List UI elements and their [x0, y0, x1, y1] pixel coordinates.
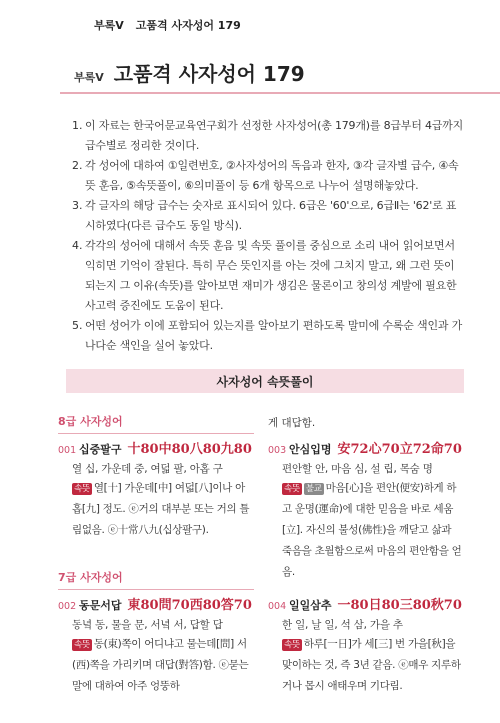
- right-column: [268, 413, 464, 707]
- entry-hanja: 東80問70西80答70: [127, 598, 252, 613]
- entry-explanation: 하루[一日]가 세[三] 번 가을[秋]을 맞이하는 것, 즉 3년 같음. ⓔ매우 지루하거나 몹시 애태우며 기다림.: [282, 638, 461, 692]
- idiom-entry: [58, 441, 254, 541]
- title-divider: [60, 92, 500, 94]
- entry-hanja: 安72心70立72命70: [337, 442, 462, 457]
- intro-item: 1. 이 자료는 한국어문교육연구회가 선정한 사자성어(총 179개)를 8급부터 4급까지 급수별로 정리한 것이다.: [72, 119, 464, 152]
- entry-reading: 편안할 안, 마음 심, 설 립, 목숨 명: [282, 463, 433, 475]
- grade-heading-8: 8급 사자성어: [58, 413, 254, 434]
- running-head-chapter: 부록V: [94, 19, 124, 32]
- left-column: [58, 413, 254, 707]
- section-banner: 사자성어 속뜻풀이: [66, 369, 464, 393]
- intro-item: 2. 각 성어에 대하여 ①일련번호, ②사자성어의 독음과 한자, ③각 글자별 급수, ④속뜻 훈음, ⑤속뜻풀이, ⑥의미풀이 등 6개 항목으로 나누어 설명해놓았다.: [72, 159, 459, 192]
- continued-text: 게 대답함.: [268, 417, 316, 429]
- entry-header: [58, 441, 254, 460]
- entry-explanation: 열[十] 가운데[中] 여덟[八]이나 아홉[九] 정도. ⓔ거의 대부분 또는 거의 틀림없음. ⓔ十常八九(십상팔구).: [72, 482, 250, 536]
- meaning-badge: 속뜻: [74, 484, 90, 494]
- running-head: [94, 17, 241, 33]
- entry-body: [268, 478, 464, 583]
- idiom-entry: [58, 597, 254, 697]
- entry-body: [268, 634, 464, 697]
- page-title: 고품격 사자성어 179: [113, 62, 305, 86]
- grade-heading-7: 7급 사자성어: [58, 569, 254, 590]
- idiom-entry: [268, 597, 464, 697]
- entry-reading: 열 십, 가운데 중, 여덟 팔, 아홉 구: [72, 463, 223, 475]
- entry-word: 십중팔구: [79, 443, 122, 456]
- entry-number: 003: [268, 445, 287, 456]
- entry-reading: 동녘 동, 물을 문, 서녘 서, 답할 답: [72, 619, 223, 631]
- intro-item: 3. 각 글자의 해당 급수는 숫자로 표시되어 있다. 6급은 '60'으로, 6급Ⅱ는 '62'로 표시하였다(다른 급수도 동일 방식).: [72, 199, 457, 232]
- entry-explanation: 마음[心]을 편안(便安)하게 하고 운명(運命)에 대한 믿음을 바로 세움[立]. 자신의 불성(佛性)을 깨닫고 삶과 죽음을 초월함으로써 마음의 편안함을 얻음.: [282, 482, 462, 578]
- entry-hanja: 十80中80八80九80: [127, 442, 252, 457]
- entry-header: [268, 597, 464, 616]
- entry-body: [58, 634, 254, 697]
- meaning-badge: 속뜻: [284, 640, 300, 650]
- entry-number: 004: [268, 601, 287, 612]
- entry-number: 001: [58, 445, 77, 456]
- heading-chapter: 부록V: [74, 71, 104, 84]
- entry-number: 002: [58, 601, 77, 612]
- entry-word: 동문서답: [79, 599, 122, 612]
- entry-header: [58, 597, 254, 616]
- intro-list: [72, 116, 464, 356]
- intro-item: 5. 어떤 성어가 이에 포함되어 있는지를 알아보기 편하도록 말미에 수록순 색인과 가나다순 색인을 실어 놓았다.: [72, 319, 463, 352]
- intro-item: 4. 각각의 성어에 대해서 속뜻 훈음 및 속뜻 풀이를 중심으로 소리 내어 읽어보면서 익히면 기억이 잘된다. 특히 무슨 뜻인지를 아는 것에 그치지 말고, 왜 그런 뜻이 되는지 그 이유(속뜻)를 알아보면 재미가 생김은 물론이고 창의성 계발에 필요한 사고력 증진에도 도움이 된다.: [72, 239, 457, 312]
- running-head-title: 고품격 사자성어 179: [135, 19, 241, 32]
- entry-body: [58, 478, 254, 541]
- entry-hanja: 一80日80三80秋70: [337, 598, 462, 613]
- entry-word: 일일삼추: [289, 599, 332, 612]
- meaning-badge: 속뜻: [74, 640, 90, 650]
- entry-reading: 한 일, 날 일, 석 삼, 가을 추: [282, 619, 403, 631]
- meaning-badge: 속뜻: [284, 484, 300, 494]
- idiom-entry: [268, 441, 464, 583]
- buddhism-badge: 불교: [305, 484, 322, 494]
- entry-header: [268, 441, 464, 460]
- page-heading: [74, 58, 305, 87]
- entry-explanation: 동(東)쪽이 어디냐고 물는데[問] 서(西)쪽을 가리키며 대답(對答)함. ⓔ묻는 말에 대하여 아주 엉뚱하: [72, 638, 249, 692]
- entry-word: 안심입명: [289, 443, 332, 456]
